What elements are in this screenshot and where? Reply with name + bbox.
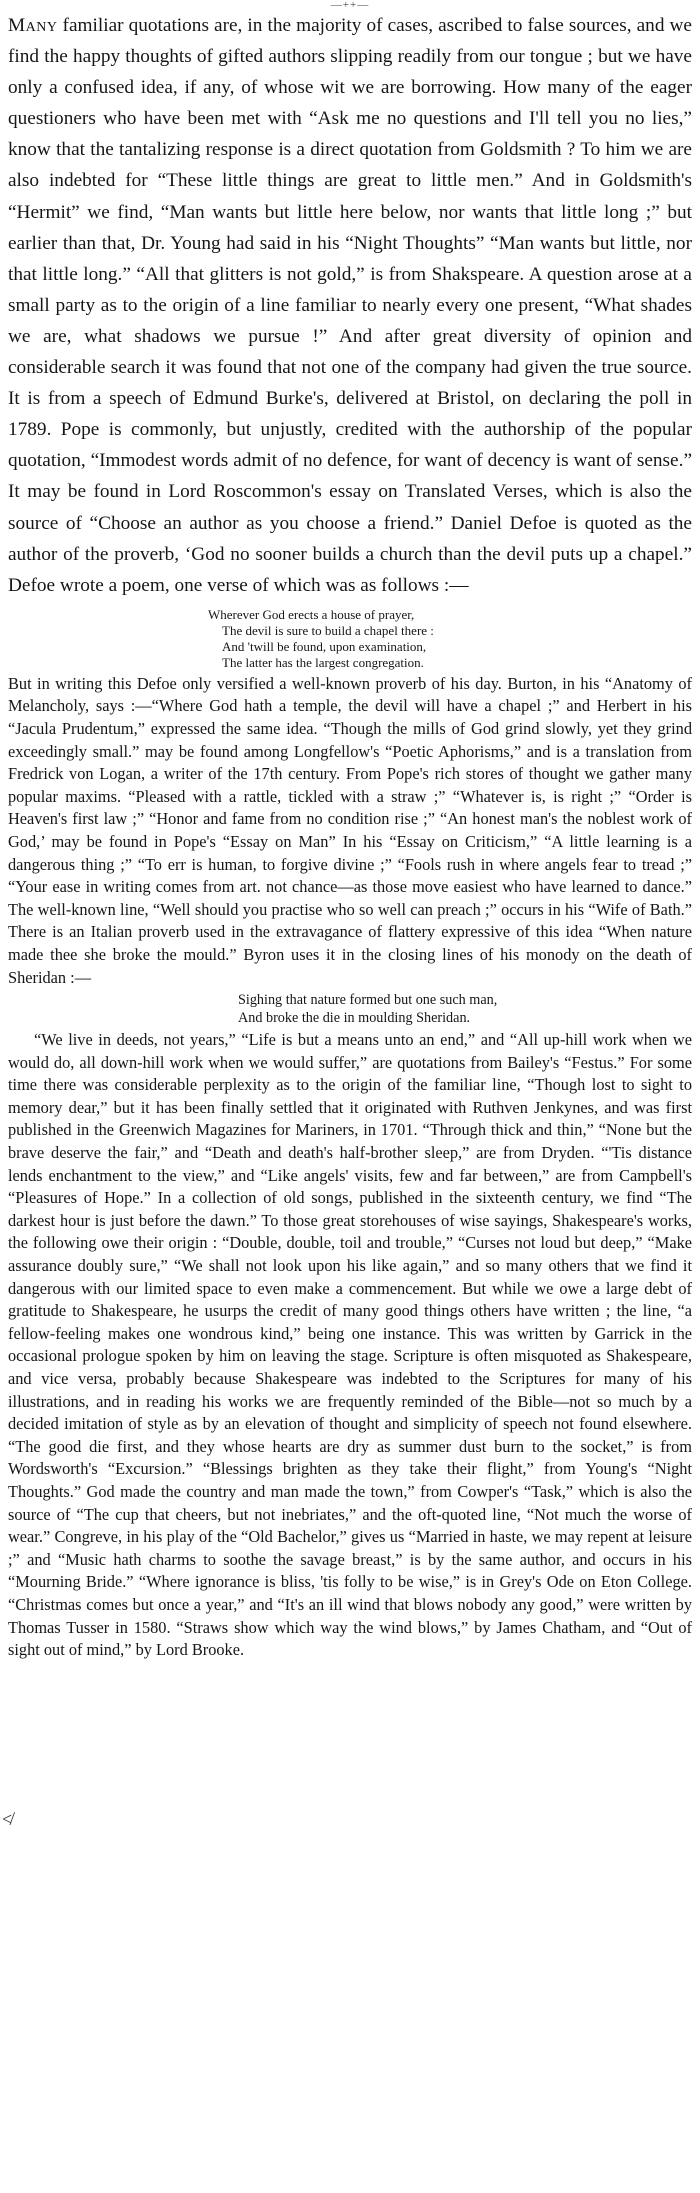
verse-line: The devil is sure to build a chapel there :: [222, 622, 434, 638]
paragraph-2: But in writing this Defoe only versified a well-known proverb of his day. Burton, in his “Anatomy of Melancholy, says :—“Where God hath a temple, the devil will have a chapel ;” and Herbert in his “Jacula Prudentum,” expressed the same idea. “Though the mills of God grind slowly, yet they grind exceedingly small.” may be found among Longfellow's “Poetic Aphorisms,” and is a translation from Fredrick von Logan, a writer of the 17th century. From Pope's rich stores of thought we gather many popular maxims. “Pleased with a rattle, tickled with a straw ;” “Whatever is, is right ;” “Order is Heaven's first law ;” “Honor and fame from no condition rise ;” “An honest man's the noblest work of God,’ may be found in Pope's “Essay on Man” In his “Essay on Criticism,” “A little learning is a dangerous thing ;” “To err is human, to forgive divine ;” “Fools rush in where angels fear to tread ;” “Your ease in writing comes from art. not chance—as those move easiest who have learned to dance.” The well-known line, “Well should you practise who so well can preach ;” occurs in his “Wife of Bath.” There is an Italian proverb used in the extravagance of flattery expressive of this idea “When nature made thee she broke the mould.” Byron uses it in the closing lines of his monody on the death of Sheridan :—: [8, 673, 692, 987]
verse-line: Sighing that nature formed but one such man,: [238, 992, 498, 1009]
paragraph-1: [8, 10, 692, 601]
verse-line: Wherever God erects a house of prayer,: [208, 606, 415, 622]
margin-mark-icon: ≮: [2, 1809, 13, 1829]
top-ornament: —++—: [330, 0, 370, 11]
paragraph-1-text: familiar quotations are, in the majority of cases, ascribed to false sources, and we find the happy thoughts of gifted authors slipping readily from our tongue ; but we have only a confused idea, if any, of whose wit we are borrowing. How many of the eager questioners who have been met with “Ask me no questions and I'll tell you no lies,” know that the tantalizing response is a direct quotation from Goldsmith ? To him we are also indebted for “These little things are great to little men.” And in Goldsmith's “Hermit” we find, “Man wants but little here below, nor wants that little long ;” but earlier than that, Dr. Young had said in his “Night Thoughts” “Man wants but little, nor that little long.” “All that glitters is not gold,” is from Shakspeare. A question arose at a small party as to the origin of a line familiar to nearly every one present, “What shades we are, what shadows we pursue !” And after great diversity of opinion and considerable search it was found that not one of the company had given the true source. It is from a speech of Edmund Burke's, delivered at Bristol, on declaring the poll in 1789. Pope is commonly, but unjustly, credited with the authorship of the popular quotation, “Immodest words admit of no defence, for want of decency is want of sense.” It may be found in Lord Roscommon's essay on Translated Verses, which is also the source of “Choose an author as you choose a friend.” Daniel Defoe is quoted as the author of the proverb, ‘God no sooner builds a church than the devil puts up a chapel.” Defoe wrote a poem, one verse of which was as follows :—: [8, 15, 692, 596]
defoe-verse: [8, 607, 692, 671]
byron-verse: [8, 991, 692, 1027]
verse-line: The latter has the largest congregation.: [222, 654, 424, 670]
drop-word: Many: [8, 15, 58, 36]
paragraph-3: “We live in deeds, not years,” “Life is but a means unto an end,” and “All up-hill work when we would do, all down-hill work when we would suffer,” are quotations from Bailey's “Festus.” For some time there was considerable perplexity as to the origin of the familiar line, “Though lost to sight to memory dear,” but it has been finally settled that it originated with Ruthven Jenkynes, and was first published in the Greenwich Magazines for Mariners, in 1701. “Through thick and thin,” “None but the brave deserve the fair,” and “Death and death's half-brother sleep,” are from Dryden. “'Tis distance lends enchantment to the view,” and “Like angels' visits, few and far between,” are from Campbell's “Pleasures of Hope.” In a collection of old songs, published in the sixteenth century, we find “The darkest hour is just before the dawn.” To those great storehouses of wise sayings, Shakespeare's works, the following owe their origin : “Double, double, toil and trouble,” “Curses not loud but deep,” “Make assurance doubly sure,” “We shall not look upon his like again,” and so many others that we find it dangerous with our limited space to even make a commencement. But while we owe a large debt of gratitude to Shakespeare, he usurps the credit of many good things others have written ; the line, “a fellow-feeling makes one wondrous kind,” being one instance. This was written by Garrick in the occasional prologue spoken by him on leaving the stage. Scripture is often misquoted as Shakespeare, and vice versa, probably because Shakespeare was indebted to the Scriptures for many of his illustrations, and in reading his works we are frequently reminded of the Bible—not so much by a decided imitation of style as by an elevation of thought and simplicity of speech not found elsewhere. “The good die first, and they whose hearts are dry as summer dust burn to the socket,” is from Wordsworth's “Excursion.” “Blessings brighten as they take their flight,” from Young's “Night Thoughts.” God made the country and man made the town,” from Cowper's “Task,” which is also the source of “The cup that cheers, but not inebriates,” and the oft-quoted line, “Not much the worse of wear.” Congreve, in his play of the “Old Bachelor,” gives us “Married in haste, we may repent at leisure ;” and “Music hath charms to soothe the savage breast,” is by the same author, and occurs in his “Mourning Bride.” “Where ignorance is bliss, 'tis folly to be wise,” is in Grey's Ode on Eton College. “Christmas comes but once a year,” and “It's an ill wind that blows nobody any good,” were written by Thomas Tusser in 1580. “Straws show which way the wind blows,” by James Chatham, and “Out of sight out of mind,” by Lord Brooke.: [8, 1030, 692, 1660]
verse-line: And broke the die in moulding Sheridan.: [238, 1010, 471, 1027]
verse-line: And 'twill be found, upon examination,: [222, 638, 427, 654]
